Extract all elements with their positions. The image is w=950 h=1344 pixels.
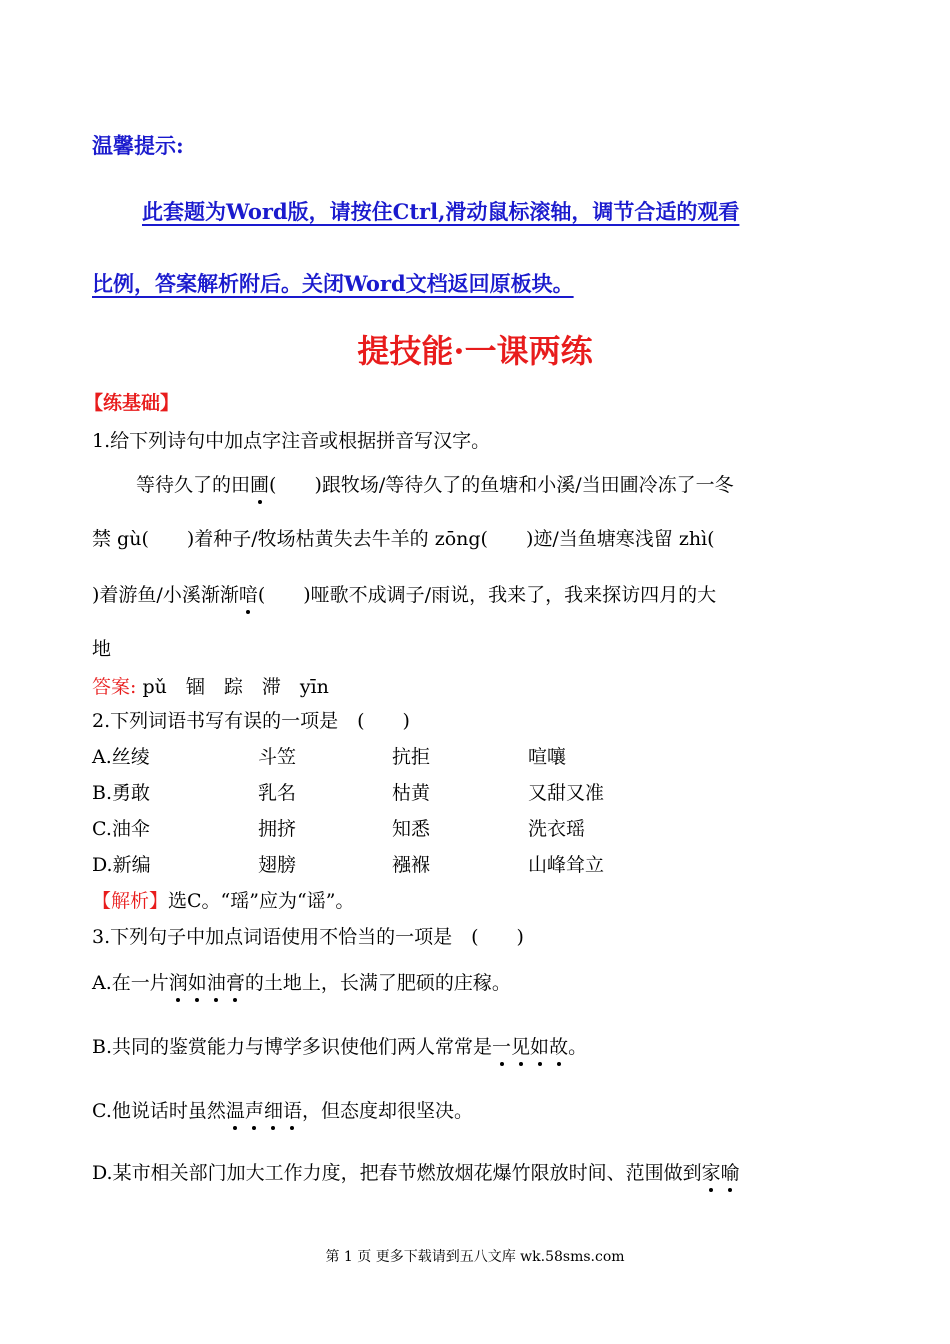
option-cell: 枯黄 <box>392 782 431 804</box>
dotted-char: 故 <box>549 1032 568 1059</box>
option-d <box>92 1158 740 1185</box>
dotted-phrase <box>492 1036 568 1058</box>
option-cell: 襁褓 <box>392 854 431 876</box>
poem-line-2: 禁 gù( )着种子/牧场枯黄失去牛羊的 zōng( )迹/当鱼塘寒浅留 zhì( <box>92 528 715 550</box>
answer-line <box>92 672 329 699</box>
option-text: C.他说话时虽然 <box>92 1100 226 1122</box>
option-cell: 斗笠 <box>258 746 297 768</box>
option-cell: 知悉 <box>392 818 431 840</box>
option-text: D.某市相关部门加大工作力度，把春节燃放烟花爆竹限放时间、范围做到 <box>92 1162 702 1184</box>
dotted-phrase <box>226 1100 302 1122</box>
section-heading: 【练基础】 <box>84 392 180 414</box>
dotted-char: 声 <box>245 1096 264 1123</box>
poem-line-1 <box>136 470 734 497</box>
dotted-phrase <box>169 972 245 994</box>
poem-text: ( )哑歌不成调子/雨说，我来了，我来探访四月的大 <box>257 584 717 606</box>
dotted-char: 家 <box>702 1158 721 1185</box>
dotted-char: 细 <box>264 1096 283 1123</box>
option-cell: D.新编 <box>92 854 151 876</box>
option-cell: 翅膀 <box>258 854 297 876</box>
analysis-line <box>92 886 354 913</box>
dotted-char: 温 <box>226 1096 245 1123</box>
tip-line-1: 此套题为Word版，请按住Ctrl,滑动鼠标滚轴，调节合适的观看 <box>142 199 740 224</box>
dotted-char: 一 <box>492 1032 511 1059</box>
option-cell: 又甜又准 <box>528 782 605 804</box>
poem-text: ( )跟牧场/等待久了的鱼塘和小溪/当田圃冷冻了一冬 <box>269 474 734 496</box>
question-1-stem: 1.给下列诗句中加点字注音或根据拼音写汉字。 <box>92 430 491 452</box>
option-text: 的土地上，长满了肥硕的庄稼。 <box>244 972 511 994</box>
option-text: A.在一片 <box>92 972 169 994</box>
analysis-text: 选C。“瑶”应为“谣”。 <box>168 890 355 912</box>
poem-line-3 <box>92 580 716 607</box>
dotted-char: 如 <box>188 968 207 995</box>
option-cell: 喧嚷 <box>528 746 567 768</box>
option-cell: B.勇敢 <box>92 782 151 804</box>
option-a <box>92 968 511 995</box>
poem-text: )着游鱼/小溪渐渐 <box>92 584 239 606</box>
question-3-stem: 3.下列句子中加点词语使用不恰当的一项是 ( ) <box>92 926 524 948</box>
option-text: ，但态度却很坚决。 <box>301 1100 473 1122</box>
dotted-char: 喻 <box>721 1158 740 1185</box>
answer-text: pǔ 锢 踪 滞 yīn <box>136 676 329 698</box>
analysis-label: 【解析】 <box>92 890 169 912</box>
option-cell: 山峰耸立 <box>528 854 605 876</box>
dotted-char: 喑 <box>239 580 258 607</box>
dotted-char: 如 <box>530 1032 549 1059</box>
option-cell: C.油伞 <box>92 818 150 840</box>
option-cell: A.丝绫 <box>92 746 150 768</box>
poem-line-4: 地 <box>92 638 112 660</box>
option-cell: 拥挤 <box>258 818 297 840</box>
dotted-phrase <box>702 1162 740 1184</box>
dotted-char: 膏 <box>226 968 245 995</box>
option-cell: 洗衣瑶 <box>528 818 586 840</box>
dotted-char: 油 <box>207 968 226 995</box>
dotted-char: 语 <box>283 1096 302 1123</box>
dotted-char: 润 <box>169 968 188 995</box>
answer-label: 答案: <box>92 676 137 698</box>
dotted-char: 圃 <box>250 470 269 497</box>
tip-line-2: 比例，答案解析附后。关闭Word文档返回原板块。 <box>92 271 574 296</box>
option-text: 。 <box>568 1036 588 1058</box>
page-footer: 第 1 页 更多下载请到五八文库 wk.58sms.com <box>325 1249 625 1265</box>
option-text: B.共同的鉴赏能力与博学多识使他们两人常常是 <box>92 1036 493 1058</box>
option-cell: 抗拒 <box>392 746 431 768</box>
poem-text: 等待久了的田 <box>136 474 251 496</box>
option-b <box>92 1032 587 1059</box>
dotted-char: 见 <box>511 1032 530 1059</box>
page-title: 提技能·一课两练 <box>357 332 593 370</box>
option-cell: 乳名 <box>258 782 297 804</box>
option-c <box>92 1096 473 1123</box>
tip-heading: 温馨提示: <box>92 133 184 158</box>
question-2-stem: 2.下列词语书写有误的一项是 ( ) <box>92 710 410 732</box>
